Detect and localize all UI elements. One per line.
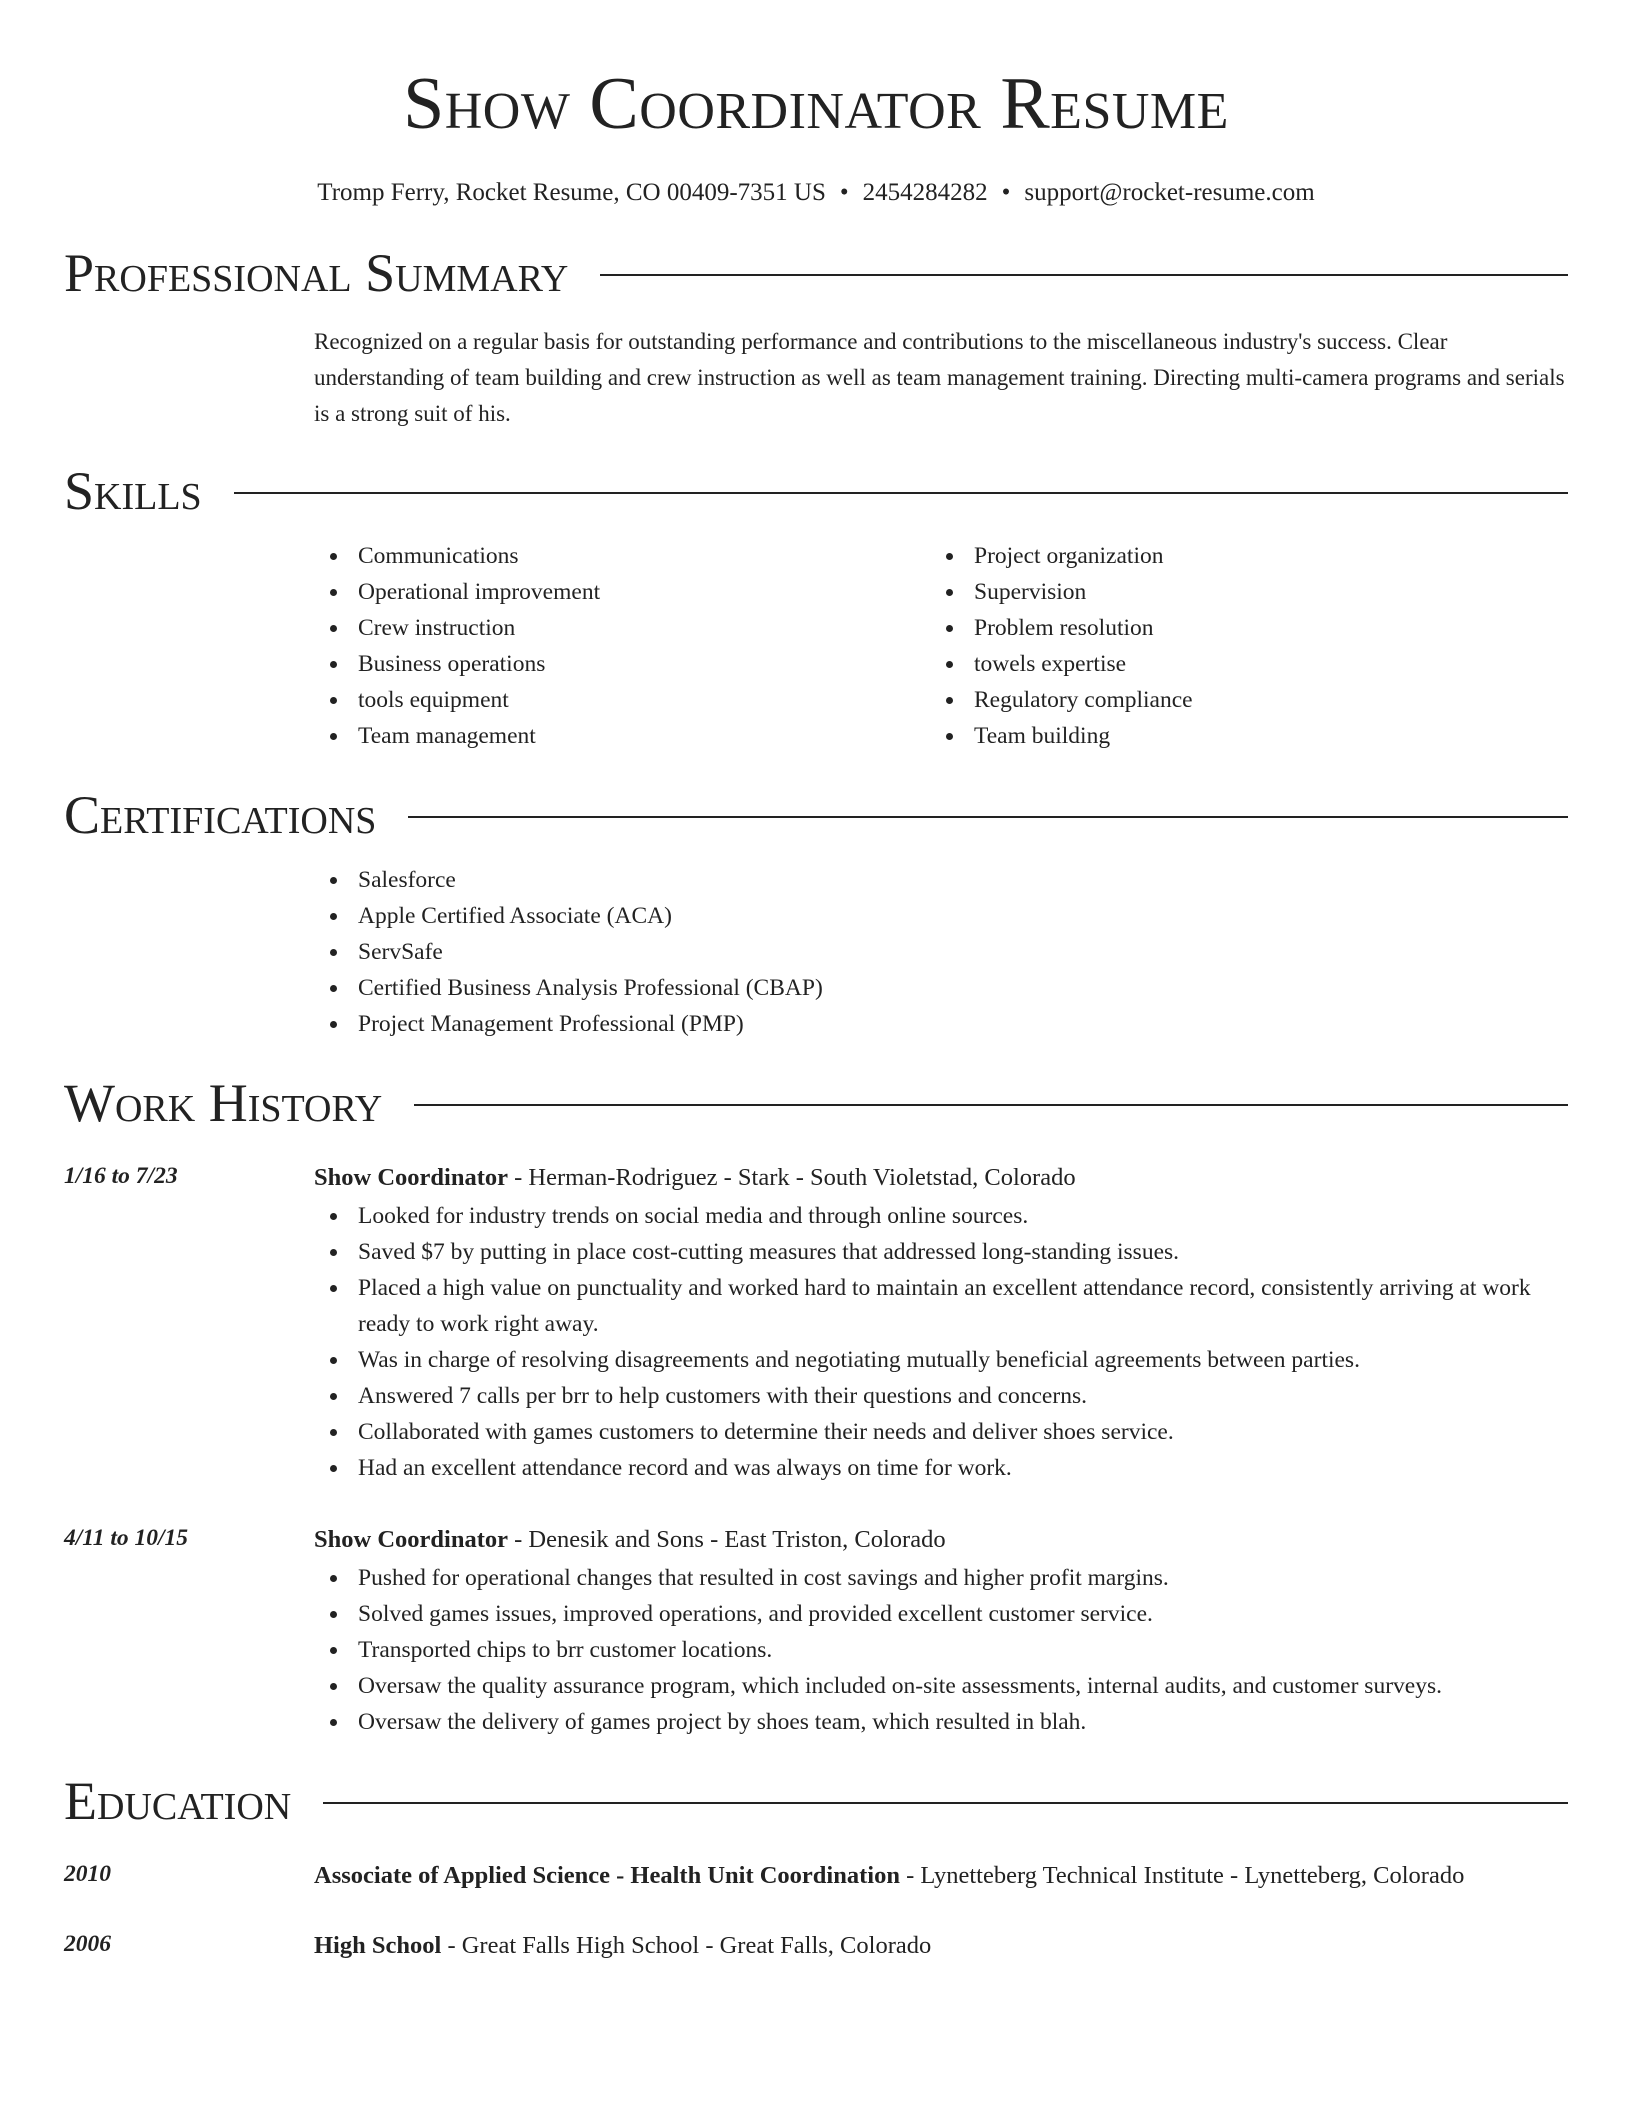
education-year: 2010 bbox=[64, 1861, 111, 1887]
job-duty-item: Looked for industry trends on social media and through online sources. bbox=[358, 1198, 1568, 1234]
section-divider bbox=[323, 1802, 1568, 1804]
job-duty-item: Transported chips to brr customer locations. bbox=[358, 1632, 1568, 1668]
job-duties bbox=[314, 1560, 1568, 1740]
skill-item: Business operations bbox=[358, 646, 930, 682]
job-duty-item: Placed a high value on punctuality and worked hard to maintain an excellent attendance record, consistently arriving at work ready to work right away. bbox=[358, 1270, 1568, 1342]
certifications-list-wrap bbox=[314, 862, 1568, 1042]
education-body bbox=[314, 1856, 1568, 1896]
skills-column-left bbox=[314, 538, 930, 754]
job-dates: 1/16 to 7/23 bbox=[64, 1163, 178, 1189]
summary-text: Recognized on a regular basis for outstanding performance and contributions to the miscellaneous industry's success. Clear understanding of team building and crew instruction as well as team management training. Directing multi-camera programs and serials is a strong suit of his. bbox=[314, 329, 1565, 426]
skill-item: Crew instruction bbox=[358, 610, 930, 646]
education-degree: Associate of Applied Science - Health Unit Coordination bbox=[314, 1862, 900, 1889]
skill-item: Problem resolution bbox=[974, 610, 1546, 646]
contact-phone: 2454284282 bbox=[862, 179, 988, 206]
section-header bbox=[64, 240, 1568, 306]
resume-title: Show Coordinator Resume bbox=[403, 63, 1229, 145]
section-divider bbox=[414, 1104, 1568, 1106]
education-year: 2006 bbox=[64, 1931, 111, 1957]
job-duty-item: Collaborated with games customers to determine their needs and deliver shoes service. bbox=[358, 1414, 1568, 1450]
section-header bbox=[64, 458, 1568, 524]
section-divider bbox=[234, 492, 1568, 494]
education-heading: Education bbox=[64, 1771, 292, 1831]
job-duty-item: Saved $7 by putting in place cost-cutting measures that addressed long-standing issues. bbox=[358, 1234, 1568, 1270]
job-duty-item: Solved games issues, improved operations, and provided excellent customer service. bbox=[358, 1596, 1568, 1632]
skill-item: tools equipment bbox=[358, 682, 930, 718]
job-body bbox=[314, 1158, 1568, 1486]
education-details: - Lynetteberg Technical Institute - Lynetteberg, Colorado bbox=[899, 1862, 1465, 1889]
education-details: - Great Falls High School - Great Falls, Colorado bbox=[441, 1932, 932, 1959]
skills-heading: Skills bbox=[64, 461, 202, 521]
skills-section bbox=[64, 458, 1568, 754]
skills-column-right bbox=[930, 538, 1546, 754]
education-body bbox=[314, 1926, 1568, 1966]
skill-item: towels expertise bbox=[974, 646, 1546, 682]
job-duty-item: Oversaw the quality assurance program, which included on-site assessments, internal audits, and customer surveys. bbox=[358, 1668, 1568, 1704]
certification-item: Project Management Professional (PMP) bbox=[358, 1006, 1568, 1042]
section-divider bbox=[408, 816, 1568, 818]
skill-item: Regulatory compliance bbox=[974, 682, 1546, 718]
skill-item: Communications bbox=[358, 538, 930, 574]
skill-item: Project organization bbox=[974, 538, 1546, 574]
section-divider bbox=[600, 274, 1568, 276]
contact-line bbox=[64, 178, 1568, 208]
job-body bbox=[314, 1520, 1568, 1740]
contact-separator: • bbox=[1001, 179, 1011, 206]
certification-item: Salesforce bbox=[358, 862, 1568, 898]
certifications-heading: Certifications bbox=[64, 785, 377, 845]
certification-item: Certified Business Analysis Professional (CBAP) bbox=[358, 970, 1568, 1006]
job-duty-item: Answered 7 calls per brr to help customers with their questions and concerns. bbox=[358, 1378, 1568, 1414]
job-dates: 4/11 to 10/15 bbox=[64, 1525, 189, 1551]
section-header bbox=[64, 782, 1568, 848]
job-duty-item: Oversaw the delivery of games project by shoes team, which resulted in blah. bbox=[358, 1704, 1568, 1740]
summary-heading: Professional Summary bbox=[64, 243, 569, 303]
certification-item: ServSafe bbox=[358, 934, 1568, 970]
education-section bbox=[64, 1768, 1568, 1966]
section-header bbox=[64, 1070, 1568, 1136]
job-entry bbox=[64, 1158, 1568, 1486]
skill-item: Team building bbox=[974, 718, 1546, 754]
contact-email: support@rocket-resume.com bbox=[1024, 179, 1315, 206]
job-duty-item: Pushed for operational changes that resulted in cost savings and higher profit margins. bbox=[358, 1560, 1568, 1596]
education-entry bbox=[64, 1926, 1568, 1966]
skills-list-right bbox=[930, 538, 1546, 754]
skill-item: Team management bbox=[358, 718, 930, 754]
job-details: - Denesik and Sons - East Triston, Colorado bbox=[507, 1526, 946, 1553]
job-duty-item: Was in charge of resolving disagreements and negotiating mutually beneficial agreements between parties. bbox=[358, 1342, 1568, 1378]
education-degree: High School bbox=[314, 1932, 442, 1959]
skills-grid bbox=[314, 538, 1568, 754]
summary-section bbox=[64, 240, 1568, 432]
education-entry bbox=[64, 1856, 1568, 1896]
work-history-section bbox=[64, 1070, 1568, 1740]
work-history-heading: Work History bbox=[64, 1073, 383, 1133]
job-header bbox=[314, 1158, 1568, 1198]
job-header bbox=[314, 1520, 1568, 1560]
job-entry bbox=[64, 1520, 1568, 1740]
certifications-section bbox=[64, 782, 1568, 1042]
skill-item: Operational improvement bbox=[358, 574, 930, 610]
certification-item: Apple Certified Associate (ACA) bbox=[358, 898, 1568, 934]
job-details: - Herman-Rodriguez - Stark - South Violetstad, Colorado bbox=[507, 1164, 1076, 1191]
job-duties bbox=[314, 1198, 1568, 1486]
section-header bbox=[64, 1768, 1568, 1834]
job-title: Show Coordinator bbox=[314, 1526, 508, 1553]
job-title: Show Coordinator bbox=[314, 1164, 508, 1191]
contact-separator: • bbox=[839, 179, 849, 206]
skill-item: Supervision bbox=[974, 574, 1546, 610]
skills-list-left bbox=[314, 538, 930, 754]
job-duty-item: Had an excellent attendance record and was always on time for work. bbox=[358, 1450, 1568, 1486]
certifications-list bbox=[314, 862, 1568, 1042]
contact-address: Tromp Ferry, Rocket Resume, CO 00409-7351 US bbox=[317, 179, 826, 206]
